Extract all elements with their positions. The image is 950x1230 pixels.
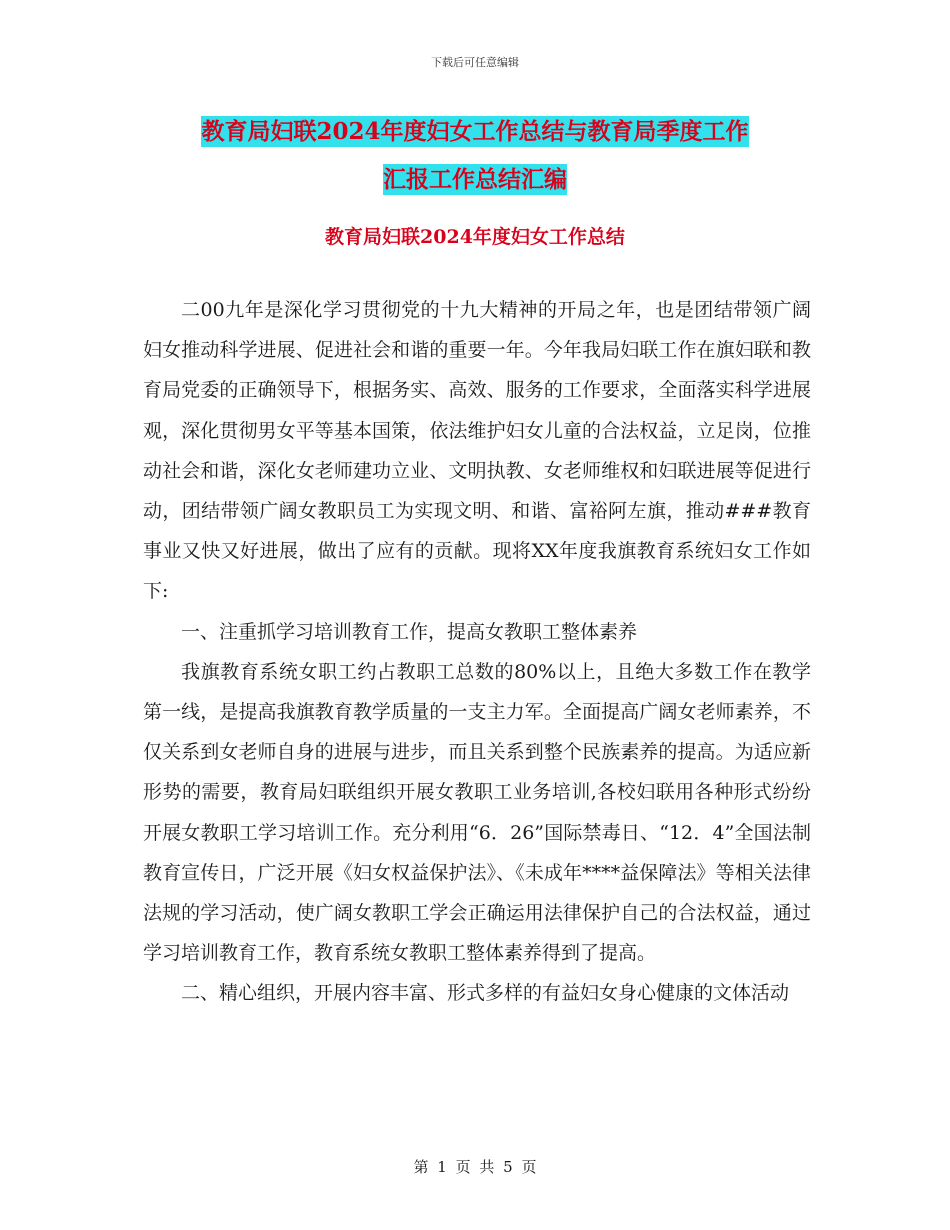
- section-subtitle: 教育局妇联2024年度妇女工作总结: [325, 226, 625, 248]
- title-line-1-text: 教育局妇联2024年度妇女工作总结与教育局季度工作: [201, 118, 749, 145]
- page-number-footer: 第 1 页 共 5 页: [413, 1158, 537, 1176]
- header-note: 下载后可任意编辑: [431, 56, 519, 69]
- section-heading-1: 一、注重抓学习培训教育工作，提高女教职工整体素养: [181, 620, 638, 643]
- document-title-line-1: [0, 108, 950, 156]
- paragraph-section-1: 我旗教育系统女职工约占教职工总数的80%以上，且绝大多数工作在教学第一线，是提高我旗教育教学质量的一支主力军。全面提高广阔女老师素养，不仅关系到女老师自身的进展与进步，而且关系到整个民族素养的提高。为适应新形势的需要，教育局妇联组织开展女教职工业务培训,各校妇联用各种形式纷纷开展女教职工学习培训工作。充分利用“6．26”国际禁毒日、“12．4”全国法制教育宣传日，广泛开展《妇女权益保护法》、《未成年****益保障法》等相关法律法规的学习活动，使广阔女教职工学会正确运用法律保护自己的合法权益，通过学习培训教育工作，教育系统女教职工整体素养得到了提高。: [143, 660, 811, 965]
- paragraph-intro: 二00九年是深化学习贯彻党的十九大精神的开局之年，也是团结带领广阔妇女推动科学进展、促进社会和谐的重要一年。今年我局妇联工作在旗妇联和教育局党委的正确领导下，根据务实、高效、服务的工作要求，全面落实科学进展观，深化贯彻男女平等基本国策，依法维护妇女儿童的合法权益，立足岗，位推动社会和谐，深化女老师建功立业、文明执教、女老师维权和妇联进展等促进行动，团结带领广阔女教职员工为实现文明、和谐、富裕阿左旗，推动###教育事业又快又好进展，做出了应有的贡献。现将XX年度我旗教育系统妇女工作如下:: [143, 299, 811, 603]
- section-heading-2: 二、精心组织，开展内容丰富、形式多样的有益妇女身心健康的文体活动: [181, 982, 790, 1005]
- title-line-2-text: 汇报工作总结汇编: [383, 166, 567, 193]
- document-title: [0, 108, 950, 204]
- document-title-line-2: [0, 156, 950, 204]
- document-body: [143, 290, 811, 1014]
